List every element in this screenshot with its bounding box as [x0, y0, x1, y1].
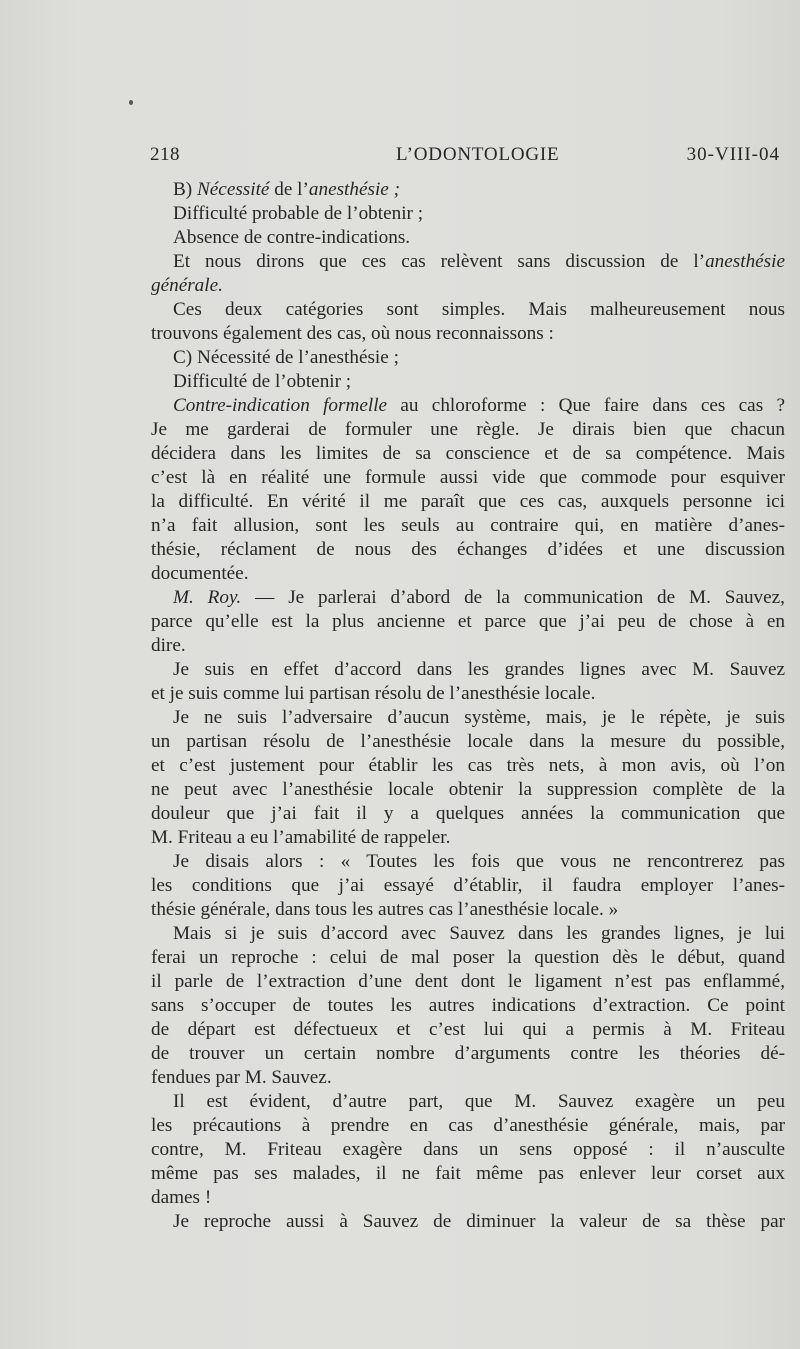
text-line — [151, 826, 785, 850]
text-run: Je suis en effet d’accord dans les grandes lignes avec M. Sauvez — [173, 659, 785, 680]
text-run: douleur que j’ai fait il y a quelques années la communication que — [151, 803, 785, 824]
text-run: de l’ — [269, 179, 309, 200]
text-line — [151, 1066, 785, 1090]
italic-text: Contre-indication formelle — [173, 395, 388, 416]
text-run: la difficulté. En vérité il me paraît que ces cas, auxquels personne ici — [151, 491, 785, 512]
text-line — [151, 370, 785, 394]
text-run: Difficulté de l’obtenir ; — [173, 371, 352, 392]
text-run: parce qu’elle est la plus ancienne et parce que j’ai peu de chose à en — [151, 611, 785, 632]
text-line — [151, 1138, 785, 1162]
text-line — [151, 898, 785, 922]
journal-title: L’ODONTOLOGIE — [396, 144, 560, 165]
italic-text: anesthésie — [705, 251, 785, 272]
text-line — [151, 610, 785, 634]
text-line — [151, 538, 785, 562]
text-line — [151, 274, 785, 298]
text-line — [151, 586, 785, 610]
text-line — [151, 682, 785, 706]
text-line — [151, 250, 785, 274]
text-line — [151, 1090, 785, 1114]
text-line — [151, 754, 785, 778]
text-line — [151, 442, 785, 466]
text-run: documentée. — [151, 563, 249, 584]
page-number: 218 — [150, 144, 180, 165]
text-line — [151, 1042, 785, 1066]
text-run: ne peut avec l’anesthésie locale obtenir la suppression complète de la — [151, 779, 785, 800]
text-line — [151, 802, 785, 826]
issue-date: 30-VIII-04 — [686, 144, 780, 165]
running-head — [150, 144, 786, 172]
text-run: Je me garderai de formuler une règle. Je dirais bien que chacun — [151, 419, 785, 440]
text-line — [151, 658, 785, 682]
text-run: M. Friteau a eu l’amabilité de rappeler. — [151, 827, 451, 848]
text-run: les précautions à prendre en cas d’anesthésie générale, mais, par — [151, 1115, 785, 1136]
text-line — [151, 490, 785, 514]
text-run: n’a fait allusion, sont les seuls au contraire qui, en matière d’anes- — [151, 515, 785, 536]
text-line — [151, 226, 785, 250]
text-line — [151, 634, 785, 658]
text-run: thésie, réclament de nous des échanges d’idées et une discussion — [151, 539, 785, 560]
text-run: Je disais alors : « Toutes les fois que vous ne rencontrerez pas — [173, 851, 785, 872]
text-run: thésie générale, dans tous les autres cas l’anesthésie locale. » — [151, 899, 619, 920]
text-run: Difficulté probable de l’obtenir ; — [173, 203, 424, 224]
text-line — [151, 394, 785, 418]
text-line — [151, 322, 785, 346]
text-run: contre, M. Friteau exagère dans un sens opposé : il n’ausculte — [151, 1139, 785, 1160]
text-line — [151, 418, 785, 442]
text-line — [151, 1210, 785, 1234]
text-run: de départ est défectueux et c’est lui qui a permis à M. Friteau — [151, 1019, 785, 1040]
text-run: — Je parlerai d’abord de la communication de M. Sauvez, — [241, 587, 785, 608]
ink-speck — [129, 100, 133, 105]
text-line — [151, 1114, 785, 1138]
text-line — [151, 346, 785, 370]
text-run: B) — [173, 179, 197, 200]
text-run: dire. — [151, 635, 186, 656]
italic-text: générale. — [151, 275, 223, 296]
text-run: Mais si je suis d’accord avec Sauvez dans les grandes lignes, je lui — [173, 923, 785, 944]
text-run: les conditions que j’ai essayé d’établir, il faudra employer l’anes- — [151, 875, 785, 896]
text-run: dames ! — [151, 1187, 212, 1208]
text-run: Il est évident, d’autre part, que M. Sauvez exagère un peu — [173, 1091, 785, 1112]
text-line — [151, 466, 785, 490]
text-run: et je suis comme lui partisan résolu de l’anesthésie locale. — [151, 683, 596, 704]
text-run: il parle de l’extraction d’une dent dont le ligament n’est pas enflammé, — [151, 971, 785, 992]
text-run: Je reproche aussi à Sauvez de diminuer la valeur de sa thèse par — [173, 1211, 785, 1232]
text-run: sans s’occuper de toutes les autres indications d’extraction. Ce point — [151, 995, 785, 1016]
text-line — [151, 562, 785, 586]
text-line — [151, 1018, 785, 1042]
text-line — [151, 778, 785, 802]
text-run: Je ne suis l’adversaire d’aucun système, mais, je le répète, je suis — [173, 707, 785, 728]
text-line — [151, 850, 785, 874]
text-line — [151, 514, 785, 538]
text-line — [151, 1162, 785, 1186]
text-run: c’est là en réalité une formule aussi vide que commode pour esquiver — [151, 467, 785, 488]
text-run: fendues par M. Sauvez. — [151, 1067, 332, 1088]
text-run: et c’est justement pour établir les cas très nets, à mon avis, où l’on — [151, 755, 785, 776]
text-line — [151, 874, 785, 898]
text-line — [151, 298, 785, 322]
italic-text: anesthésie ; — [308, 179, 401, 200]
text-run: trouvons également des cas, où nous reconnaissons : — [151, 323, 554, 344]
text-line — [151, 178, 785, 202]
text-run: C) Nécessité de l’anesthésie ; — [173, 347, 399, 368]
text-run: décidera dans les limites de sa conscience et de sa compétence. Mais — [151, 443, 785, 464]
italic-text: Nécessité — [196, 179, 270, 200]
text-line — [151, 202, 785, 226]
text-run: Ces deux catégories sont simples. Mais malheureusement nous — [173, 299, 785, 320]
text-line — [151, 994, 785, 1018]
text-run: Et nous dirons que ces cas relèvent sans discussion de l’ — [173, 251, 706, 272]
text-line — [151, 1186, 785, 1210]
italic-text: M. Roy. — [173, 587, 242, 608]
text-run: ferai un reproche : celui de mal poser la question dès le début, quand — [151, 947, 785, 968]
text-line — [151, 730, 785, 754]
text-run: même pas ses malades, il ne fait même pas enlever leur corset aux — [151, 1163, 785, 1184]
text-line — [151, 922, 785, 946]
body-text — [151, 178, 785, 1234]
text-run: Absence de contre-indications. — [173, 227, 411, 248]
text-line — [151, 706, 785, 730]
text-line — [151, 946, 785, 970]
text-run: de trouver un certain nombre d’arguments contre les théories dé- — [151, 1043, 785, 1064]
text-run: au chloroforme : Que faire dans ces cas ? — [387, 395, 786, 416]
text-line — [151, 970, 785, 994]
text-run: un partisan résolu de l’anesthésie locale dans la mesure du possible, — [151, 731, 785, 752]
